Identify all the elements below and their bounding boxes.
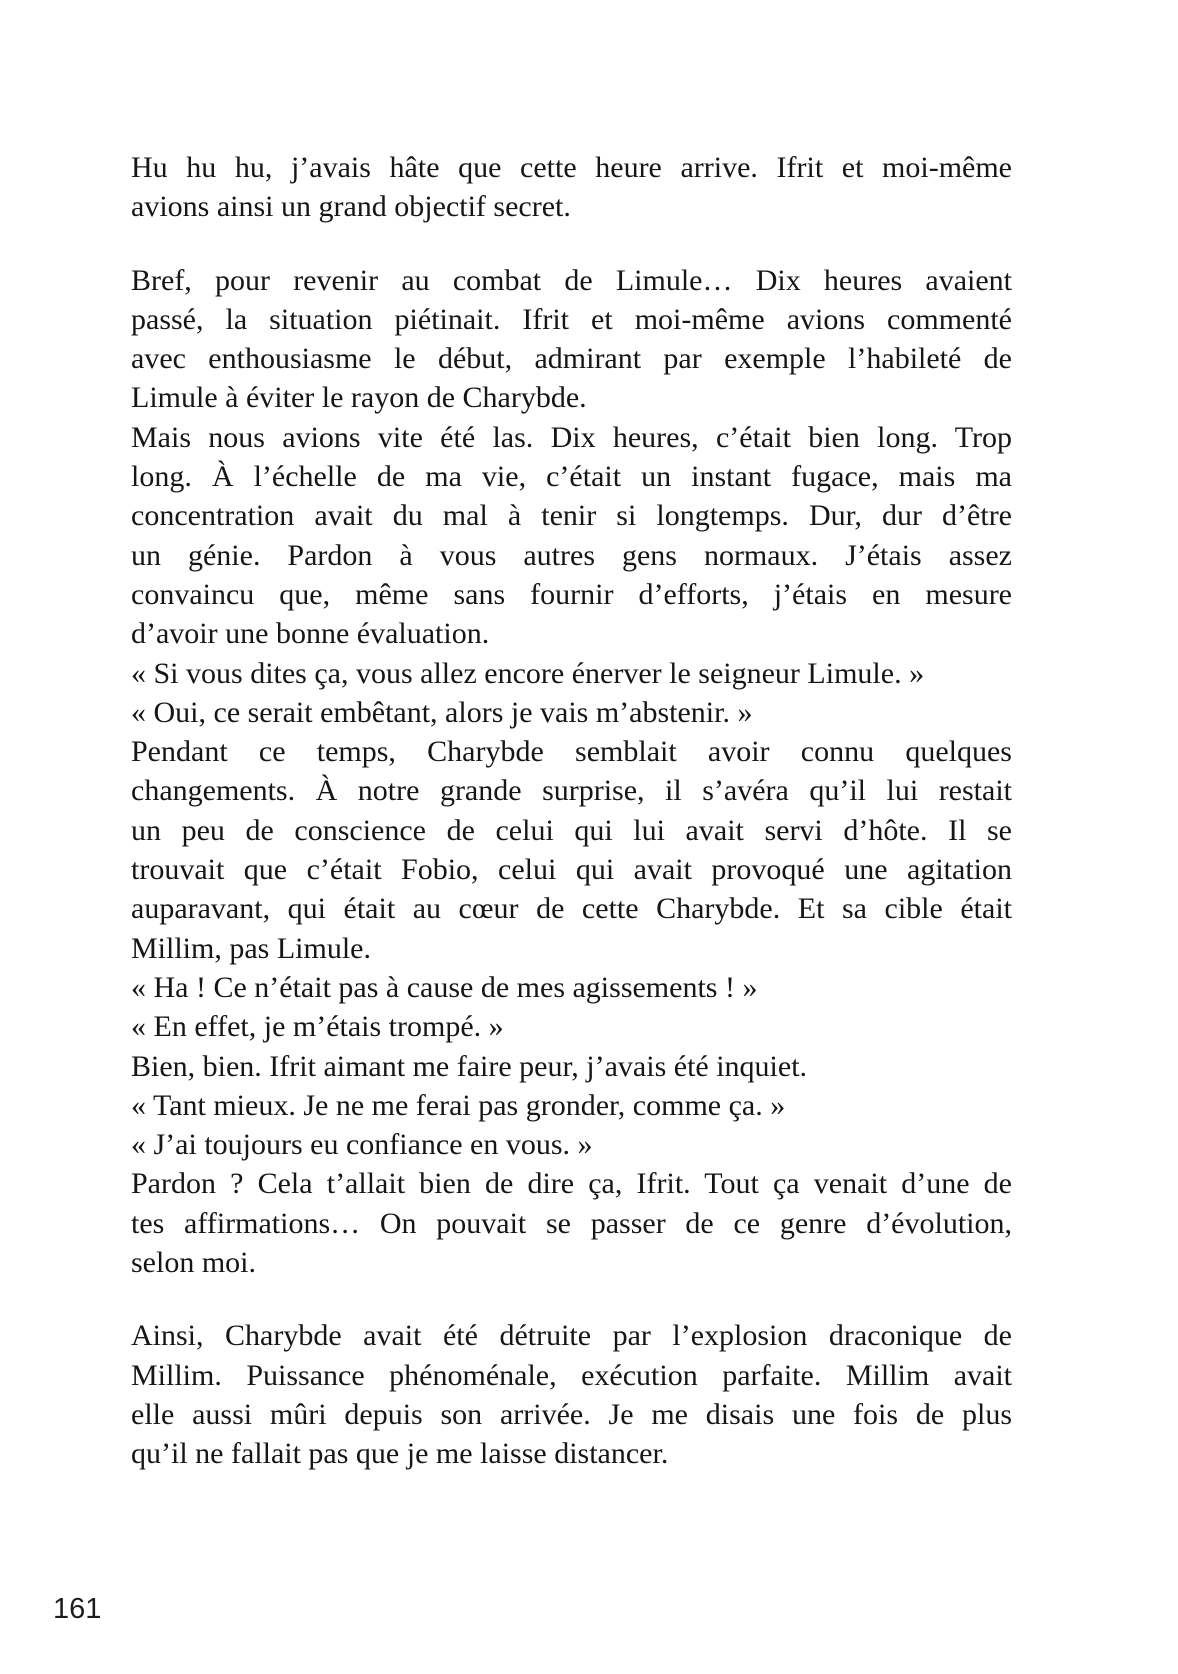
paragraph: [131, 1086, 1012, 1125]
text-line: « En effet, je m’étais trompé. »: [131, 1010, 504, 1044]
paragraph: [131, 148, 1012, 227]
text-line: avions ainsi un grand objectif secret.: [131, 190, 571, 224]
text-line: Millim. Puissance phénoménale, exécution parfaite. Millim avait: [131, 1358, 1012, 1392]
text-line: « Ha ! Ce n’était pas à cause de mes agissements ! »: [131, 970, 758, 1004]
paragraph: [131, 1316, 1012, 1473]
text-line: convaincu que, même sans fournir d’efforts, j’étais en mesure: [131, 577, 1012, 611]
text-line: Hu hu hu, j’avais hâte que cette heure arrive. Ifrit et moi-même: [131, 151, 1012, 184]
text-line: Limule à éviter le rayon de Charybde.: [131, 381, 587, 415]
text-line: tes affirmations… On pouvait se passer de ce genre d’évolution,: [131, 1206, 1012, 1240]
text-line: d’avoir une bonne évaluation.: [131, 617, 490, 651]
text-line: Pardon ? Cela t’allait bien de dire ça, Ifrit. Tout ça venait d’une de: [131, 1167, 1012, 1201]
paragraph: [131, 1047, 1012, 1086]
paragraph: [131, 261, 1012, 418]
text-line: avec enthousiasme le début, admirant par exemple l’habileté de: [131, 342, 1012, 376]
paragraph: [131, 968, 1012, 1007]
paragraph: [131, 693, 1012, 732]
text-line: Bien, bien. Ifrit aimant me faire peur, j’avais été inquiet.: [131, 1049, 808, 1083]
text-line: passé, la situation piétinait. Ifrit et moi-même avions commenté: [131, 302, 1012, 336]
text-line: Mais nous avions vite été las. Dix heures, c’était bien long. Trop: [131, 420, 1012, 454]
text-line: « Tant mieux. Je ne me ferai pas gronder, comme ça. »: [131, 1088, 786, 1122]
paragraph: [131, 654, 1012, 693]
text-line: Ainsi, Charybde avait été détruite par l’explosion draconique de: [131, 1319, 1012, 1353]
text-line: qu’il ne fallait pas que je me laisse distancer.: [131, 1437, 669, 1471]
text-line: long. À l’échelle de ma vie, c’était un instant fugace, mais ma: [131, 460, 1012, 494]
text-line: Bref, pour revenir au combat de Limule… Dix heures avaient: [131, 263, 1012, 297]
text-line: changements. À notre grande surprise, il s’avéra qu’il lui restait: [131, 774, 1012, 808]
text-line: elle aussi mûri depuis son arrivée. Je me disais une fois de plus: [131, 1397, 1012, 1431]
text-line: Millim, pas Limule.: [131, 931, 371, 965]
text-line: Pendant ce temps, Charybde semblait avoir connu quelques: [131, 735, 1012, 769]
text-line: selon moi.: [131, 1246, 256, 1280]
text-line: concentration avait du mal à tenir si longtemps. Dur, dur d’être: [131, 499, 1012, 533]
text-line: « J’ai toujours eu confiance en vous. »: [131, 1128, 593, 1162]
text-line: « Si vous dites ça, vous allez encore énerver le seigneur Limule. »: [131, 656, 925, 690]
text-line: auparavant, qui était au cœur de cette Charybde. Et sa cible était: [131, 892, 1012, 926]
paragraph: [131, 418, 1012, 654]
text-line: trouvait que c’était Fobio, celui qui avait provoqué une agitation: [131, 853, 1012, 887]
paragraph: [131, 1007, 1012, 1046]
text-line: un génie. Pardon à vous autres gens normaux. J’étais assez: [131, 538, 1012, 572]
paragraph: [131, 1125, 1012, 1164]
paragraph: [131, 732, 1012, 968]
text-line: « Oui, ce serait embêtant, alors je vais m’abstenir. »: [131, 695, 753, 729]
paragraph: [131, 1164, 1012, 1282]
text-block: [131, 148, 1012, 1474]
page-number: 161: [53, 1593, 102, 1625]
text-line: un peu de conscience de celui qui lui avait servi d’hôte. Il se: [131, 813, 1012, 847]
